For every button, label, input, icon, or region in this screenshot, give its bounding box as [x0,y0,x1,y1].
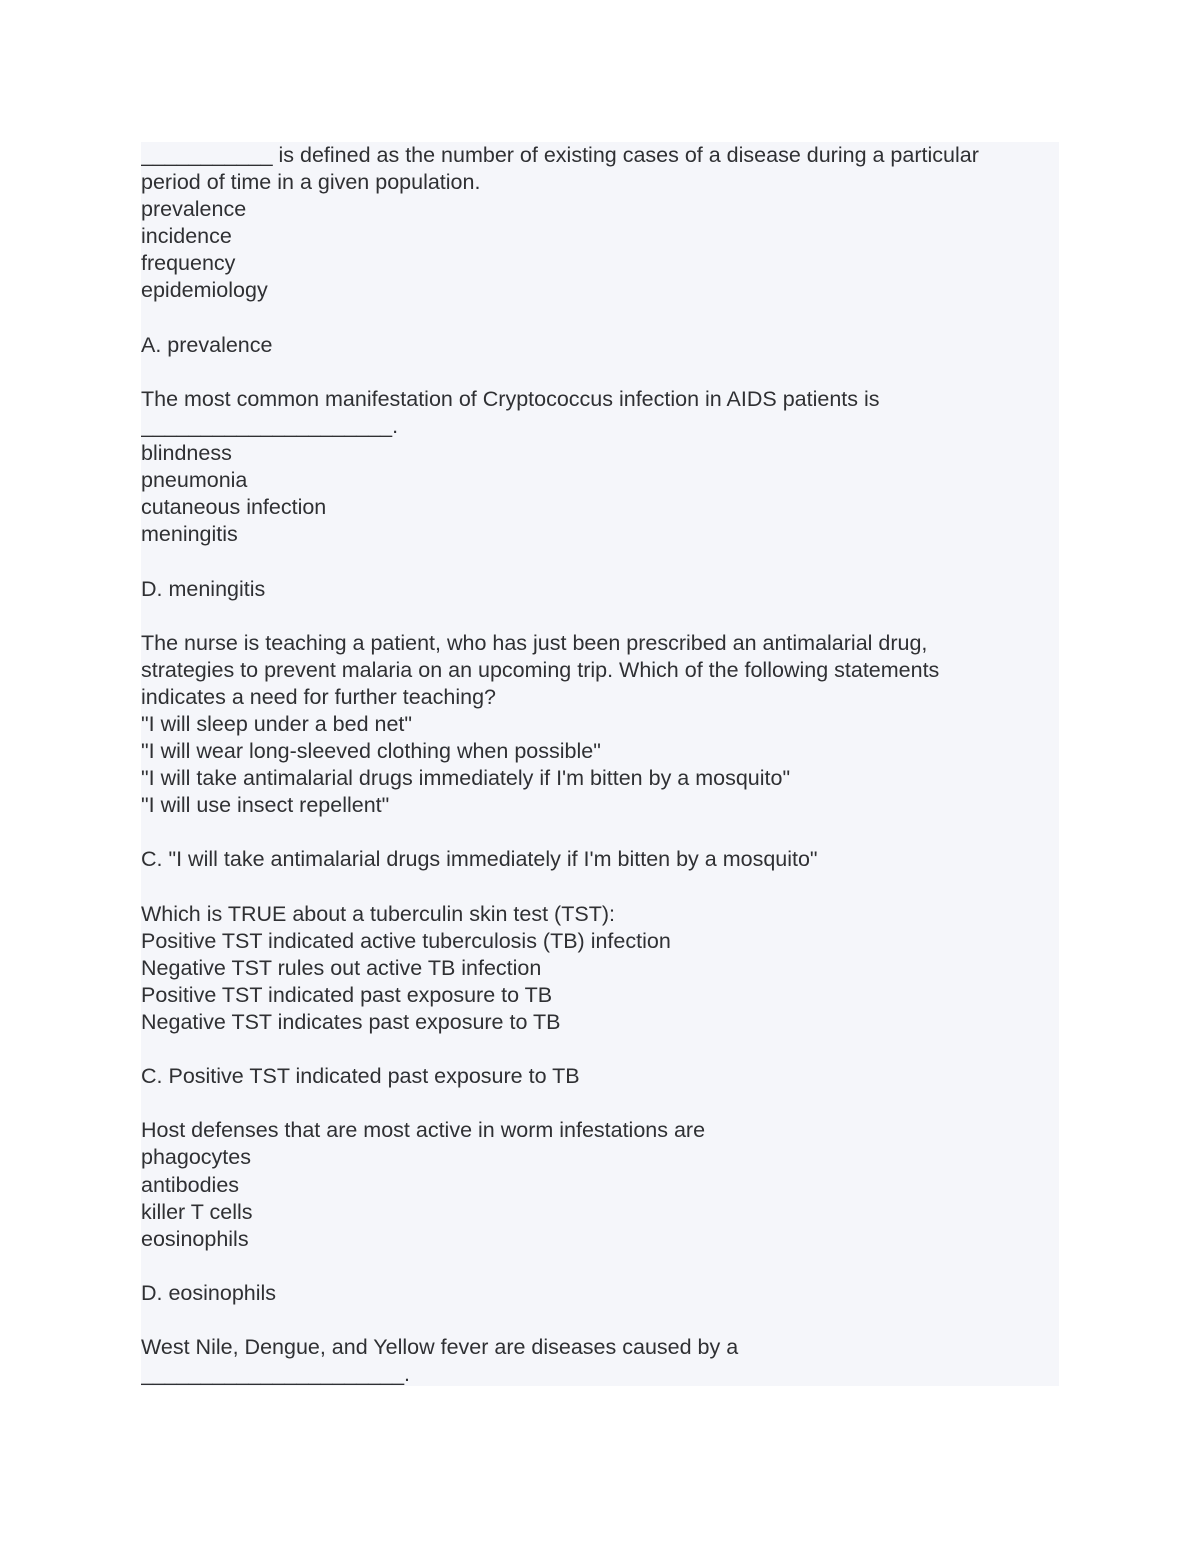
question-content [141,142,1059,1386]
question-stem-line: indicates a need for further teaching? [141,684,496,709]
answer-option: meningitis [141,522,238,547]
spacer [141,305,1059,332]
correct-answer: C. "I will take antimalarial drugs immediately if I'm bitten by a mosquito" [141,847,818,872]
question-stem-line: West Nile, Dengue, and Yellow fever are diseases caused by a [141,1335,739,1360]
question-block [141,142,1059,386]
answer-option: "I will wear long-sleeved clothing when possible" [141,739,601,764]
answer-option: "I will take antimalarial drugs immediately if I'm bitten by a mosquito" [141,766,791,791]
answer-option: eosinophils [141,1226,249,1251]
question-stem-line: Host defenses that are most active in worm infestations are [141,1118,706,1143]
spacer [141,874,1059,901]
question-stem-line: _____________________. [141,413,399,438]
question-block [141,630,1059,901]
answer-option: incidence [141,224,232,249]
answer-option: Negative TST rules out active TB infection [141,955,542,980]
question-block [141,901,1059,1118]
answer-option: "I will sleep under a bed net" [141,711,413,736]
question-block [141,1334,1059,1386]
correct-answer: A. prevalence [141,332,273,357]
question-stem-line: Which is TRUE about a tuberculin skin test (TST): [141,901,615,926]
answer-option: Negative TST indicates past exposure to TB [141,1010,561,1034]
spacer [141,359,1059,386]
question-stem-line: period of time in a given population. [141,170,481,195]
question-block [141,386,1059,630]
correct-answer: D. eosinophils [141,1280,277,1305]
answer-option: frequency [141,251,236,276]
spacer [141,1090,1059,1117]
question-block [141,1117,1059,1334]
answer-option: killer T cells [141,1199,253,1224]
question-stem-line: strategies to prevent malaria on an upcoming trip. Which of the following statements [141,657,940,682]
answer-option: epidemiology [141,278,268,303]
answer-option: pneumonia [141,468,248,493]
question-stem-line: ______________________. [141,1362,411,1386]
correct-answer: D. meningitis [141,576,266,601]
answer-option: antibodies [141,1172,240,1197]
question-stem-line: The nurse is teaching a patient, who has just been prescribed an antimalarial drug, [141,630,928,655]
answer-option: cutaneous infection [141,495,327,520]
spacer [141,1307,1059,1334]
answer-option: blindness [141,441,232,466]
spacer [141,548,1059,575]
correct-answer: C. Positive TST indicated past exposure to TB [141,1064,580,1089]
answer-option: Positive TST indicated active tuberculosis (TB) infection [141,928,671,953]
spacer [141,1253,1059,1280]
question-stem-line: ___________ is defined as the number of existing cases of a disease during a particular [141,143,979,167]
spacer [141,1036,1059,1063]
spacer [141,603,1059,630]
answer-option: phagocytes [141,1145,251,1170]
answer-option: Positive TST indicated past exposure to TB [141,982,553,1007]
spacer [141,819,1059,846]
answer-option: "I will use insect repellent" [141,793,390,818]
question-stem-line: The most common manifestation of Cryptococcus infection in AIDS patients is [141,386,880,411]
answer-option: prevalence [141,197,247,222]
